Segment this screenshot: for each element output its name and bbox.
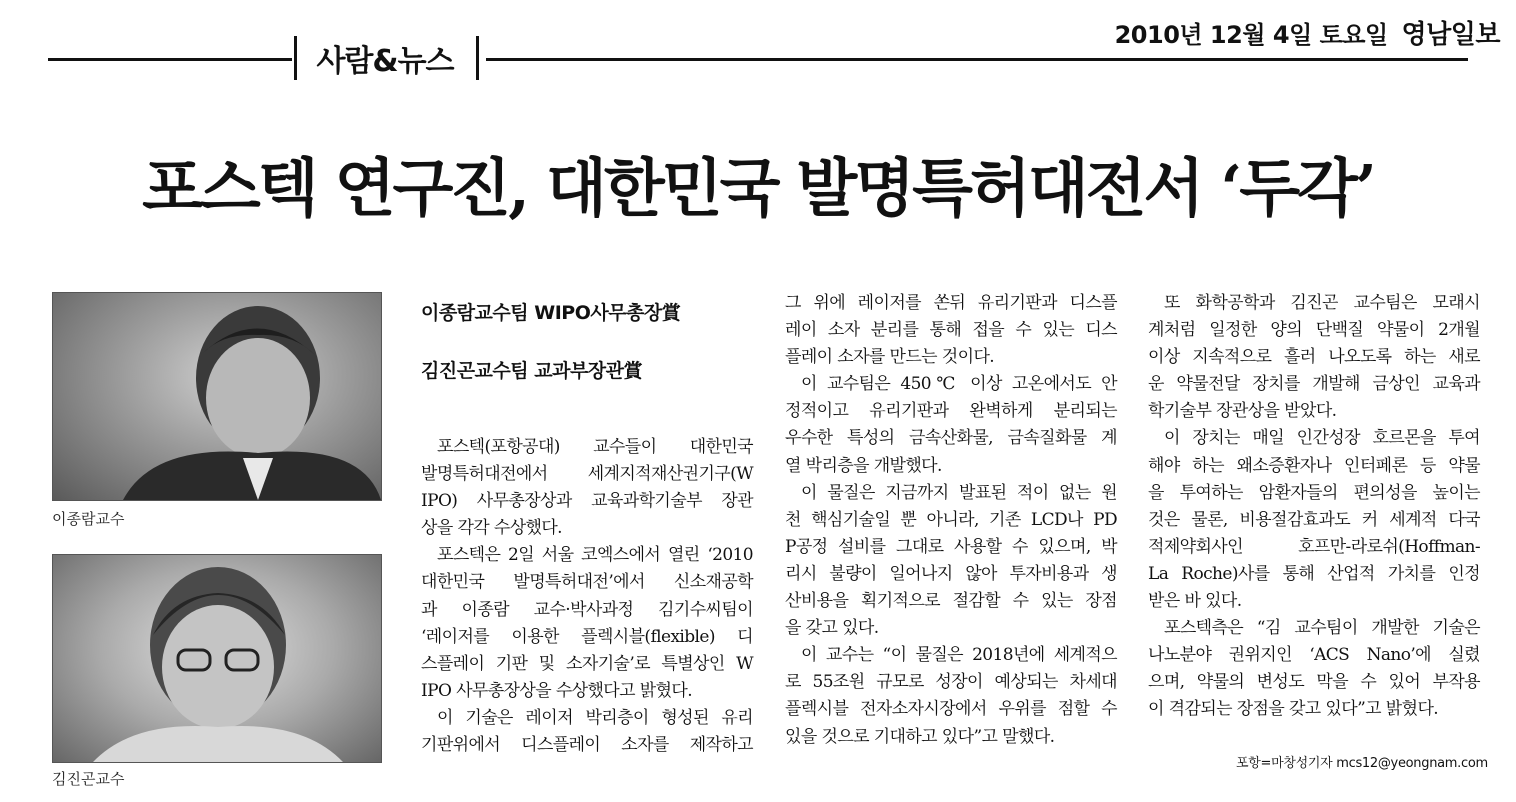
text-line: 그 위에 레이저를 쏜뒤 유리기판과 디스플 (785, 293, 1117, 313)
headline: 포스텍 연구진, 대한민국 발명특허대전서 ‘두각’ (142, 151, 1374, 225)
text-line: 리시 불량이 일어나지 않아 투자비용과 생 (785, 563, 1117, 584)
section-rule-right (486, 58, 1468, 61)
text-line: 산비용을 획기적으로 절감할 수 있는 장점 (785, 591, 1117, 612)
text-line: 나노분야 권위지인 ‘ACS Nano’에 실렸 (1148, 645, 1480, 666)
article-column-3 (1148, 290, 1480, 724)
text-line: 있을 것으로 기대하고 있다”고 말했다. (785, 726, 1055, 747)
text-line: 운 약물전달 장치를 개발해 금상인 교육과 (1148, 374, 1480, 395)
article-column-1 (421, 434, 753, 759)
text-line: 우수한 특성의 금속산화물, 금속질화물 계 (785, 428, 1117, 449)
text-line: 이 교수는 “이 물질은 2018년에 세계적으 (801, 645, 1117, 666)
text-line: 이 장치는 매일 인간성장 호르몬을 투여 (1164, 428, 1480, 449)
text-line: 로 55조원 규모로 성장이 예상되는 차세대 (785, 672, 1117, 693)
text-line: 상을 각각 수상했다. (421, 518, 562, 539)
text-line: 또 화학공학과 김진곤 교수팀은 모래시 (1164, 293, 1480, 313)
byline: 포항=마창성기자 mcs12@yeongnam.com (1236, 756, 1488, 771)
section-bracket-right (476, 36, 479, 80)
text-line: 이 물질은 지금까지 발표된 적이 없는 원 (801, 482, 1117, 503)
issue-date: 2010년 12월 4일 토요일 (1114, 21, 1388, 49)
text-line: La Roche)사를 통해 산업적 가치를 인정 (1148, 563, 1480, 584)
text-line: 이 기술은 레이저 박리층이 형성된 유리 (437, 707, 753, 728)
text-line: 과 이종람 교수·박사과정 김기수씨팀이 (421, 599, 753, 620)
text-line: P공정 설비를 그대로 사용할 수 있으며, 박 (785, 536, 1117, 557)
text-line: 레이 소자 분리를 통해 접을 수 있는 디스 (785, 320, 1117, 341)
text-line: 것은 물론, 비용절감효과도 커 세계적 다국 (1148, 509, 1480, 530)
text-line: 발명특허대전에서 세계지적재산권기구(W (421, 464, 753, 485)
text-line: 대한민국 발명특허대전’에서 신소재공학 (421, 572, 753, 593)
text-line: 계처럼 일정한 양의 단백질 약물이 2개월 (1148, 320, 1480, 341)
section-label: 사람&뉴스 (316, 44, 454, 79)
text-line: 천 핵심기술일 뿐 아니라, 기존 LCD나 PD (785, 509, 1117, 530)
text-line: 받은 바 있다. (1148, 591, 1242, 612)
section-bracket-left (294, 36, 297, 80)
text-line: 포스텍측은 “김 교수팀이 개발한 기술은 (1164, 618, 1480, 639)
text-line: IPO) 사무총장상과 교육과학기술부 장관 (421, 491, 753, 512)
masthead (1060, 14, 1500, 54)
text-line: 이 격감되는 장점을 갖고 있다”고 밝혔다. (1148, 699, 1439, 720)
section-rule-left (48, 58, 292, 61)
subheadline: 김진곤교수팀 교과부장관賞 (421, 360, 643, 382)
newspaper-name: 영남일보 (1401, 20, 1500, 50)
photo-caption: 김진곤교수 (52, 770, 125, 788)
text-line: 으며, 약물의 변성도 막을 수 있어 부작용 (1148, 672, 1480, 693)
text-line: 포스텍은 2일 서울 코엑스에서 열린 ‘2010 (437, 545, 753, 566)
portrait-photo-lee (52, 292, 382, 501)
text-line: 이상 지속적으로 흘러 나오도록 하는 새로 (1148, 347, 1480, 368)
text-line: 기판위에서 디스플레이 소자를 제작하고 (421, 735, 753, 756)
text-line: IPO 사무총장상을 수상했다고 밝혔다. (421, 680, 693, 701)
text-line: ‘레이저를 이용한 플렉시블(flexible) 디 (421, 626, 753, 647)
text-line: 플렉시블 전자소자시장에서 우위를 점할 수 (785, 699, 1117, 720)
text-line: 플레이 소자를 만드는 것이다. (785, 347, 995, 368)
text-line: 을 투여하는 암환자들의 편의성을 높이는 (1148, 482, 1480, 503)
text-line: 열 박리층을 개발했다. (785, 455, 942, 476)
article-column-2 (785, 290, 1117, 751)
text-line: 정적이고 유리기판과 완벽하게 분리되는 (785, 401, 1117, 422)
text-line: 학기술부 장관상을 받았다. (1148, 401, 1337, 422)
photo-caption: 이종람교수 (52, 510, 125, 528)
portrait-photo-kim (52, 554, 382, 763)
text-line: 포스텍(포항공대) 교수들이 대한민국 (437, 437, 753, 457)
text-line: 적제약회사인 호프만-라로쉬(Hoffman- (1148, 536, 1480, 557)
text-line: 스플레이 기판 및 소자기술’로 특별상인 W (421, 653, 753, 674)
text-line: 해야 하는 왜소증환자나 인터페론 등 약물 (1148, 455, 1480, 476)
text-line: 이 교수팀은 450℃ 이상 고온에서도 안 (801, 374, 1117, 395)
text-line: 을 갖고 있다. (785, 618, 879, 639)
subheadline: 이종람교수팀 WIPO사무총장賞 (421, 302, 681, 324)
